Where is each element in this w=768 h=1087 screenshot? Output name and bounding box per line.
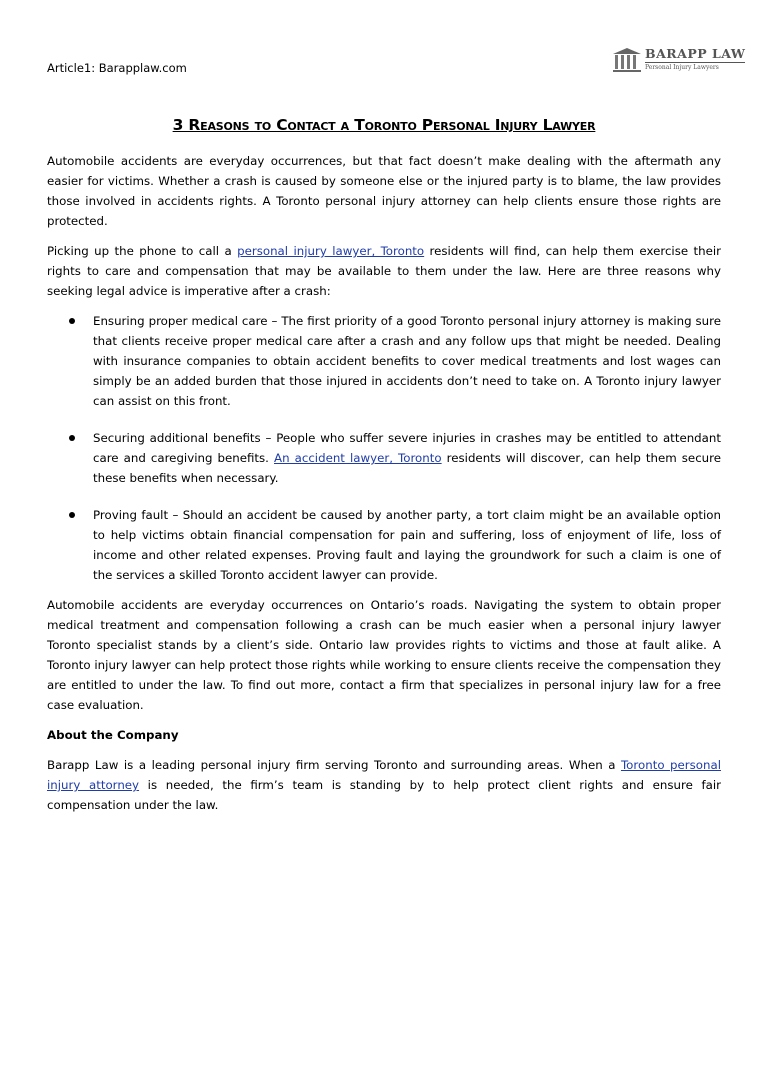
about-paragraph	[47, 755, 721, 815]
logo-tagline: Personal Injury Lawyers	[645, 62, 745, 71]
article-title: 3 Reasons to Contact a Toronto Personal Injury Lawyer	[172, 116, 596, 134]
list-item	[93, 505, 721, 585]
courthouse-pillars-icon	[612, 47, 642, 73]
reason-text-after: residents will discover, can help them secure these benefits when necessary.	[93, 451, 721, 485]
reason-text: Proving fault – Should an accident be caused by another party, a tort claim might be an available option to help victims obtain financial compensation for pain and suffering, loss of enjoyment of life, loss of income and other related expenses. Proving fault and laying the groundwork for such a claim is one of the services a skilled Toronto accident lawyer can provide.	[93, 508, 721, 582]
bullet-icon	[69, 512, 75, 518]
article-label: Article1: Barapplaw.com	[47, 61, 187, 75]
second-paragraph-text-after: residents will find, can help them exercise their rights to care and compensation that may be available to them under the law. Here are three reasons why seeking legal advice is imperative after a crash:	[47, 244, 722, 298]
second-paragraph-text-before: Picking up the phone to call a	[47, 244, 238, 258]
barapp-law-logo	[612, 47, 745, 73]
second-paragraph	[47, 241, 721, 301]
about-text-after: is needed, the firm’s team is standing by to help protect client rights and ensure fair compensation under the law.	[47, 778, 721, 812]
conclusion-paragraph: Automobile accidents are everyday occurrences on Ontario’s roads. Navigating the system to obtain proper medical treatment and compensation following a crash can be much easier when a personal injury lawyer Toronto specialist stands by a client’s side. Ontario law provides rights to victims and those at fault alike. A Toronto injury lawyer can help protect those rights while working to ensure clients receive the compensation they are entitled to under the law. To find out more, contact a firm that specializes in personal injury law for a free case evaluation.	[47, 598, 721, 712]
bullet-icon	[69, 435, 75, 441]
about-text-before: Barapp Law is a leading personal injury firm serving Toronto and surrounding areas. When a	[47, 758, 621, 772]
list-item	[93, 428, 721, 488]
article-body	[47, 151, 721, 825]
reason-text-before: Securing additional benefits – People who suffer severe injuries in crashes may be entitled to attendant care and caregiving benefits.	[93, 431, 721, 465]
about-heading: About the Company	[47, 728, 179, 742]
toronto-attorney-link[interactable]: Toronto personal injury attorney	[47, 758, 721, 792]
intro-paragraph: Automobile accidents are everyday occurrences, but that fact doesn’t make dealing with the aftermath any easier for victims. Whether a crash is caused by someone else or the injured party is to blame, the law provides those involved in accidents rights. A Toronto personal injury attorney can help clients ensure those rights are protected.	[47, 154, 721, 228]
logo-name: BARAPP LAW	[645, 46, 746, 61]
personal-injury-lawyer-link[interactable]: personal injury lawyer, Toronto	[237, 244, 425, 258]
list-item	[93, 311, 721, 411]
bullet-icon	[69, 318, 75, 324]
reasons-list	[47, 311, 721, 585]
accident-lawyer-link[interactable]: An accident lawyer, Toronto	[274, 451, 442, 465]
reason-text: Ensuring proper medical care – The first priority of a good Toronto personal injury attorney is making sure that clients receive proper medical care after a crash and any follow ups that might be needed. Dealing with insurance companies to obtain accident benefits to cover medical treatments and lost wages can simply be an added burden that those injured in accidents don’t need to take on. A Toronto injury lawyer can assist on this front.	[93, 314, 721, 408]
